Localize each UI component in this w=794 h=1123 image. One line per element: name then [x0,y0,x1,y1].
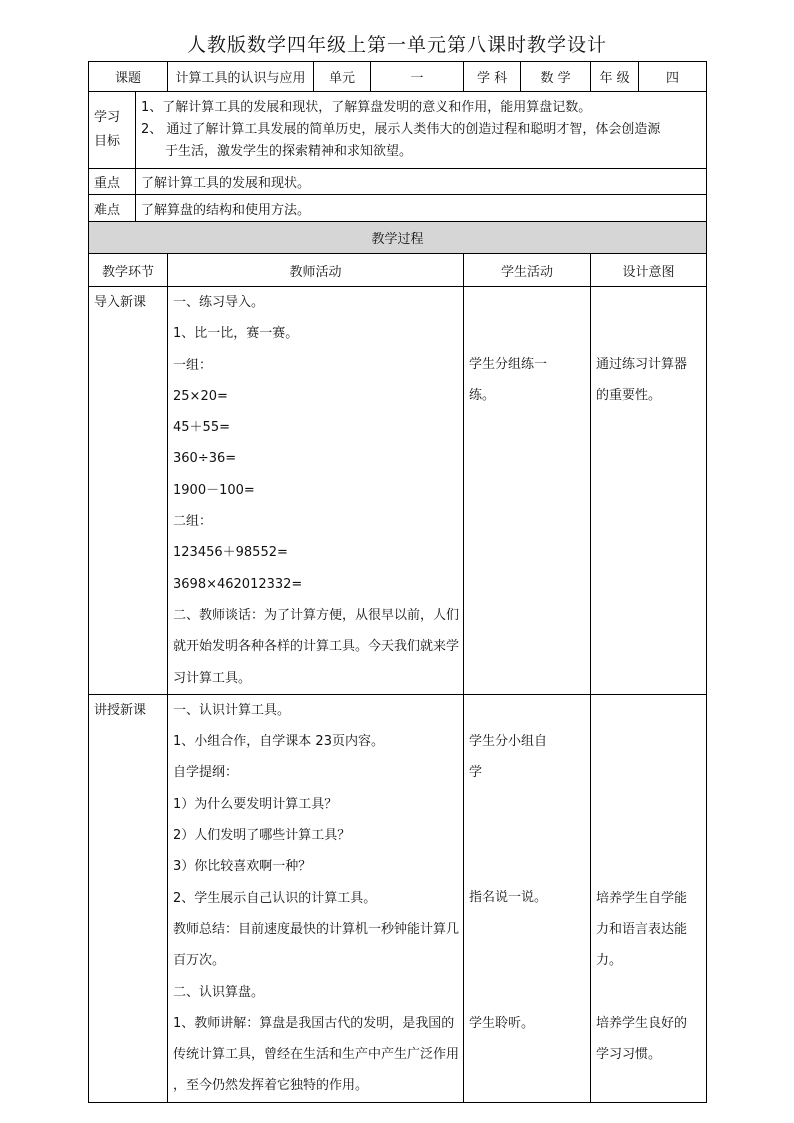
text-line: 习计算工具。 [173,670,252,686]
objectives-label-line1: 学习 [94,110,121,125]
text-line: 就开始发明各种各样的计算工具。今天我们就来学 [173,639,460,655]
column-intent: 设计意图 [591,254,707,287]
text-line: ，至今仍然发挥着它独特的作用。 [173,1078,369,1094]
text-line: 学生聆听。 [469,1015,535,1031]
column-stage: 教学环节 [89,254,168,287]
text-line: 1、小组合作，自学课本 23页内容。 [173,734,384,750]
objective-2a: 2、 通过了解计算工具发展的简单历史，展示人类伟大的创造过程和聪明才智，体会创造源 [141,122,661,137]
unit-value: 一 [371,62,464,92]
text-line: 学生分组练一 [469,357,548,372]
text-line: 指名说一说。 [469,890,548,906]
text-line: 培养学生良好的 [596,1015,688,1031]
text-line: 360÷36= [173,451,237,467]
text-line: 自学提纲： [173,765,239,781]
text-line: 培养学生自学能 [596,890,688,906]
grade-value: 四 [639,62,707,92]
process-header: 教学过程 [89,222,707,254]
teacher-activity-new [168,694,464,1102]
column-student: 学生活动 [464,254,591,287]
topic-value: 计算工具的认识与应用 [168,62,314,92]
design-intent-new [591,694,707,1102]
key-point-label: 重点 [89,169,136,195]
text-line: 二、认识算盘。 [173,984,265,1000]
text-line: 二、教师谈话：为了计算方便，从很早以前，人们 [173,607,460,623]
text-line: 2）人们发明了哪些计算工具？ [173,828,351,844]
stage-new-lesson: 讲授新课 [89,694,168,1102]
text-line: 二组： [173,514,213,530]
key-point-text: 了解计算工具的发展和现状。 [136,169,707,195]
student-activity-new [464,694,591,1102]
column-teacher: 教师活动 [168,254,464,287]
objectives-label-line2: 目标 [94,134,121,149]
text-line: 学 [469,765,483,781]
text-line: 一组： [173,357,213,373]
student-activity-intro [464,287,591,695]
objective-1: 1、了解计算工具的发展和现状，了解算盘发明的意义和作用，能用算盘记数。 [141,100,592,115]
text-line: 通过练习计算器 [596,357,688,372]
difficulty-label: 难点 [89,195,136,222]
grade-label: 年 级 [591,62,639,92]
text-line: 力和语言表达能 [596,922,688,938]
subject-value: 数 学 [521,62,591,92]
text-line: 1、比一比，赛一赛。 [173,326,299,342]
stage-intro: 导入新课 [89,287,168,695]
text-line: 教师总结：目前速度最快的计算机一秒钟能计算几 [173,921,460,937]
text-line: 3698×462012332= [173,576,303,592]
text-line: 123456＋98552= [173,545,288,561]
text-line: 1、教师讲解：算盘是我国古代的发明，是我国的 [173,1015,455,1031]
text-line: 一、练习导入。 [173,295,265,310]
text-line: 1900－100= [173,482,255,498]
text-line: 45＋55= [173,420,230,436]
text-line: 力。 [596,953,623,969]
design-intent-intro [591,287,707,695]
objective-2b: 于生活，激发学生的探索精神和求知欲望。 [165,144,413,159]
text-line: 练。 [469,388,496,404]
text-line: 2、学生展示自己认识的计算工具。 [173,890,377,906]
teacher-activity-intro [168,287,464,695]
text-line: 3）你比较喜欢啊一种？ [173,859,312,875]
text-line: 传统计算工具，曾经在生活和生产中产生广泛作用 [173,1047,460,1063]
unit-label: 单元 [314,62,371,92]
text-line: 25×20= [173,388,228,404]
document-title: 人教版数学四年级上第一单元第八课时教学设计 [186,34,607,56]
text-line: 1）为什么要发明计算工具？ [173,796,338,812]
text-line: 的重要性。 [596,388,662,404]
objectives-text [136,92,707,169]
objectives-label [89,92,136,169]
text-line: 百万次。 [173,953,226,969]
difficulty-text: 了解算盘的结构和使用方法。 [136,195,707,222]
topic-label: 课题 [89,62,168,92]
lesson-plan-table [88,61,707,1103]
text-line: 学生分小组自 [469,733,548,749]
subject-label: 学 科 [464,62,521,92]
text-line: 学习习惯。 [596,1047,662,1063]
text-line: 一、认识计算工具。 [173,702,291,718]
